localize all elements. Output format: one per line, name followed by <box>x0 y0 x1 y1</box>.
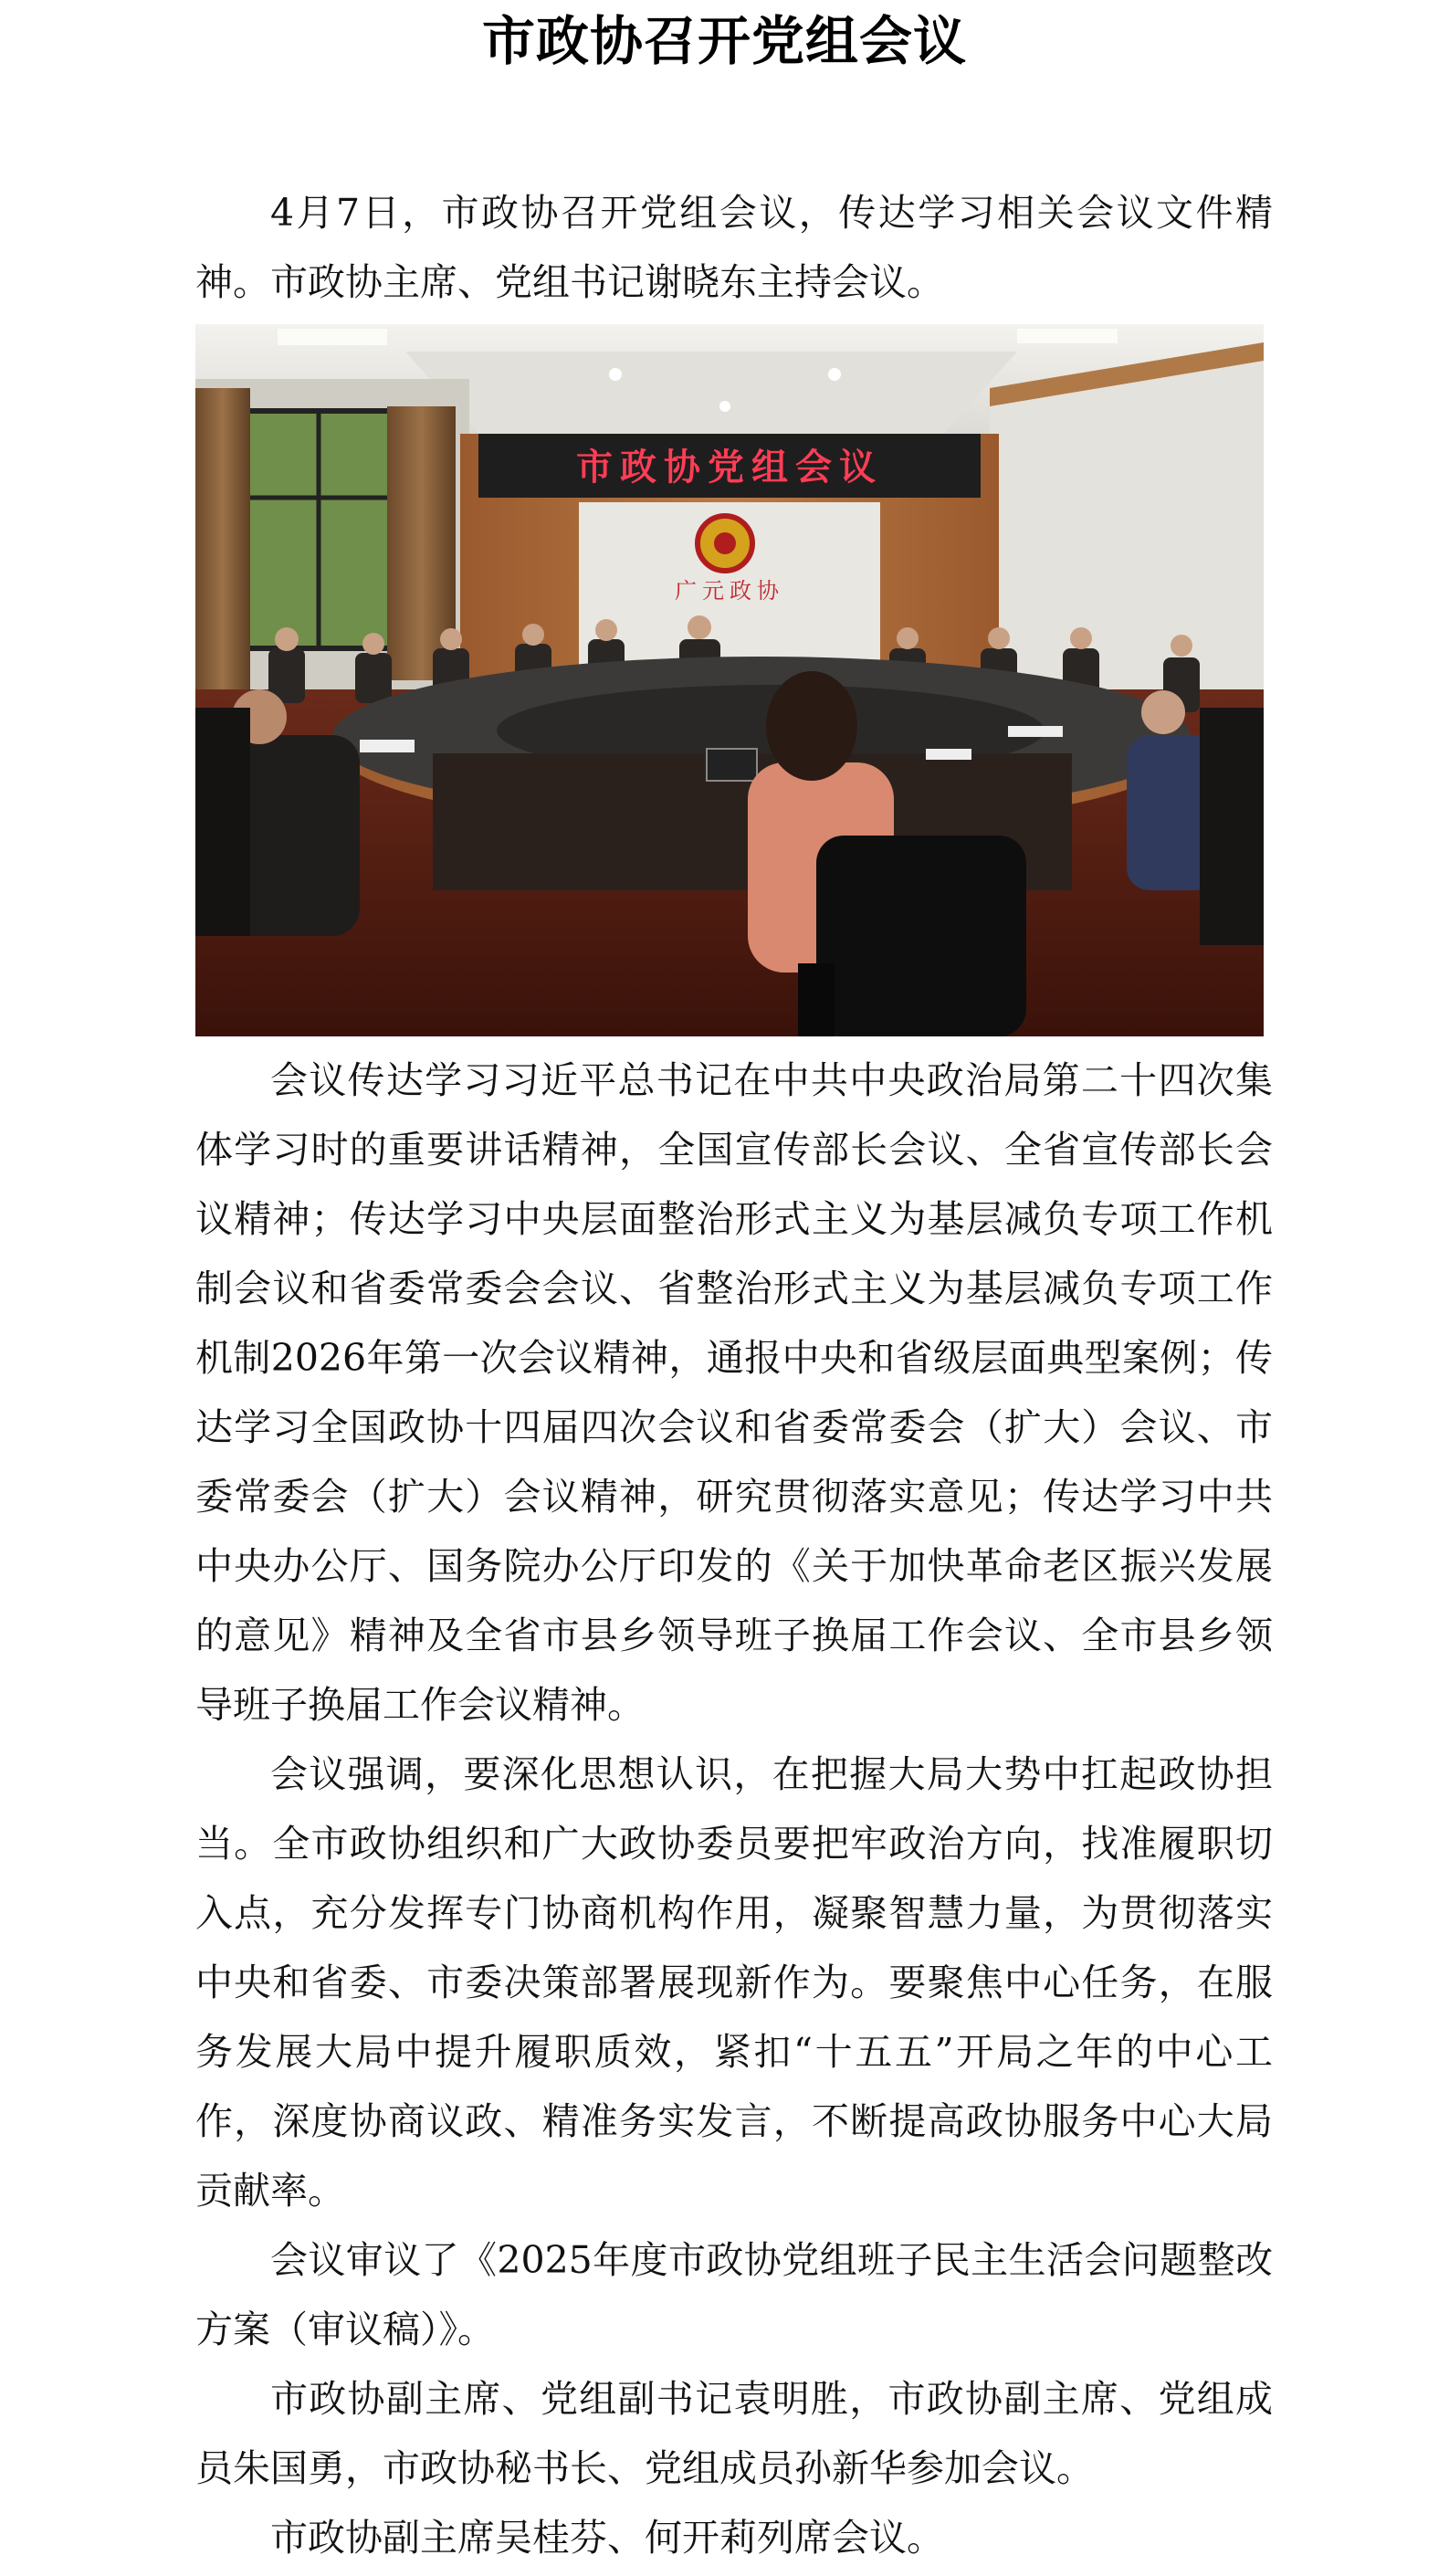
paragraph-emphasis: 会议强调，要深化思想认识，在把握大局大势中扛起政协担当。全市政协组织和广大政协委员要把牢政治方向，找准履职切入点，充分发挥专门协商机构作用，凝聚智慧力量，为贯彻落实中央和省委、市委决策部署展现新作为。要聚焦中心任务，在服务发展大局中提升履职质效，紧扣“十五五”开局之年的中心工作，深度协商议政、精准务实发言，不断提高政协服务中心大局贡献率。 <box>195 1752 1273 2213</box>
foreground-chair <box>798 836 1026 1036</box>
ceiling-recess <box>405 352 1017 434</box>
article-title: 市政协召开党组会议 <box>481 10 967 72</box>
paragraph-review: 会议审议了《2025年度市政协党组班子民主生活会问题整改方案（审议稿）》。 <box>195 2238 1273 2351</box>
meeting-photo <box>195 324 1264 1036</box>
wall-text: 广元政协 <box>675 578 784 604</box>
paragraph-attendees: 市政协副主席、党组副书记袁明胜，市政协副主席、党组成员朱国勇，市政协秘书长、党组成员孙新华参加会议。 <box>195 2377 1273 2490</box>
paragraph-intro: 4月7日，市政协召开党组会议，传达学习相关会议文件精神。市政协主席、党组书记谢晓东主持会议。 <box>195 191 1273 304</box>
ceiling-light-1 <box>278 329 387 345</box>
banner-text: 市政协党组会议 <box>576 447 883 489</box>
paragraph-content: 会议传达学习习近平总书记在中共中央政治局第二十四次集体学习时的重要讲话精神，全国宣传部长会议、全省宣传部长会议精神；传达学习中央层面整治形式主义为基层减负专项工作机制会议和省委常委会会议、省整治形式主义为基层减负专项工作机制2026年第一次会议精神，通报中央和省级层面典型案例；传达学习全国政协十四届四次会议和省委常委会（扩大）会议、市委常委会（扩大）会议精神，研究贯彻落实意见；传达学习中共中央办公厅、国务院办公厅印发的《关于加快革命老区振兴发展的意见》精神及全省市县乡领导班子换届工作会议、全市县乡领导班子换届工作会议精神。 <box>195 1058 1273 1727</box>
ceiling-light-2 <box>1017 329 1118 343</box>
article-body <box>195 178 1273 2572</box>
curtain-left <box>195 388 250 689</box>
paragraph-observers: 市政协副主席吴桂芬、何开莉列席会议。 <box>270 2516 944 2560</box>
